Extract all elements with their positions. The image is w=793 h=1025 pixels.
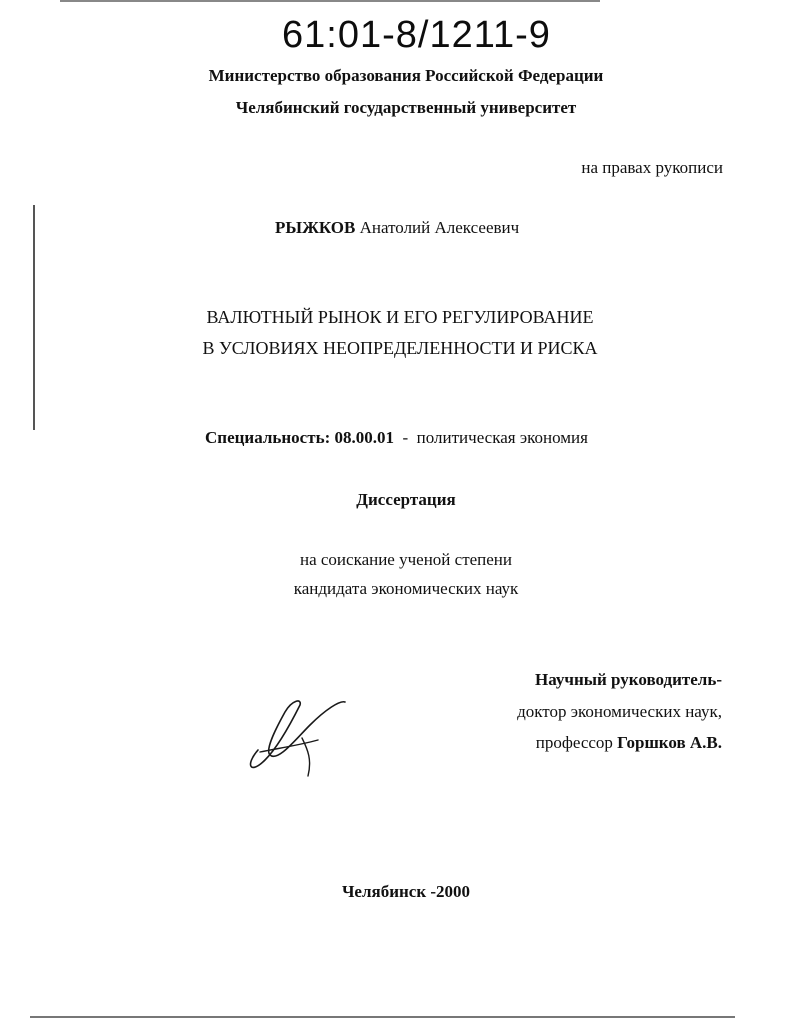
specialty-separator: - xyxy=(402,428,409,447)
ministry-name: Министерство образования Российской Федерации xyxy=(208,66,604,85)
scan-left-border xyxy=(33,205,35,430)
manuscript-rights: на правах рукописи xyxy=(581,158,723,177)
specialty xyxy=(205,428,588,448)
specialty-label: Специальность: 08.00.01 xyxy=(205,428,394,447)
dissertation-title-line-2: В УСЛОВИЯХ НЕОПРЕДЕЛЕННОСТИ И РИСКА xyxy=(202,338,598,358)
advisor-title: профессор xyxy=(535,733,613,752)
advisor-title-name xyxy=(536,733,722,753)
author-name xyxy=(275,218,519,238)
city-year: Челябинск -2000 xyxy=(341,882,471,901)
dissertation-title-line-1: ВАЛЮТНЫЙ РЫНОК И ЕГО РЕГУЛИРОВАНИЕ xyxy=(206,307,594,327)
degree-line-1: на соискание ученой степени xyxy=(299,550,513,569)
scan-bottom-line xyxy=(30,1016,735,1018)
advisor-name: Горшков А.В. xyxy=(617,733,722,752)
document-type: Диссертация xyxy=(356,490,456,509)
university-name: Челябинский государственный университет xyxy=(235,98,577,117)
archive-code: 61:01-8/1211-9 xyxy=(282,14,551,56)
degree-line-2: кандидата экономических наук xyxy=(293,579,519,598)
scan-top-line xyxy=(60,0,600,2)
advisor-label: Научный руководитель- xyxy=(535,670,722,689)
signature xyxy=(240,690,360,785)
author-surname: РЫЖКОВ xyxy=(275,218,356,237)
advisor-degree: доктор экономических наук, xyxy=(517,702,722,721)
specialty-value: политическая экономия xyxy=(416,428,588,447)
author-given-names: Анатолий Алексеевич xyxy=(359,218,520,237)
